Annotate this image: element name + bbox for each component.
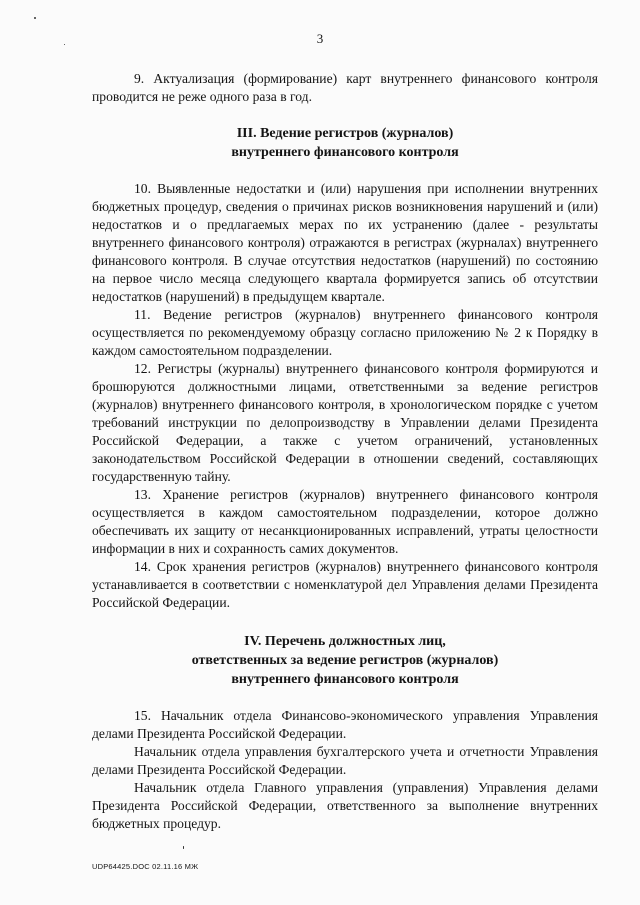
section-4-heading — [92, 632, 598, 689]
section-4-title-line-2: ответственных за ведение регистров (журналов) — [191, 653, 499, 668]
paragraph-15-accounting: Начальник отдела управления бухгалтерского учета и отчетности Управления делами Президента Российской Федерации. — [92, 744, 598, 777]
section-4-title-line-3: внутреннего финансового контроля — [231, 672, 459, 687]
paragraph-10: 10. Выявленные недостатки и (или) нарушения при исполнении внутренних бюджетных процедур, сведения о причинах рисков возникновения нарушений и (или) недостатков и о предлагаемых мерах по их устранению (далее - результаты внутреннего финансового контроля) отражаются в регистрах (журналах) внутреннего финансового контроля. В случае отсутствия недостатков (нарушений) по состоянию на первое число месяца следующего квартала формируется запись об отсутствии недостатков (нарушений) в предыдущем квартале. — [92, 181, 598, 304]
document-body — [92, 70, 598, 833]
paragraph-15-main-directorate: Начальник отдела Главного управления (управления) Управления делами Президента Российской Федерации, ответственного за выполнение внутренних бюджетных процедур. — [92, 780, 598, 831]
paragraph-9: 9. Актуализация (формирование) карт внутреннего финансового контроля проводится не реже одного раза в год. — [92, 71, 598, 104]
paragraph-11: 11. Ведение регистров (журналов) внутреннего финансового контроля осуществляется по рекомендуемому образцу согласно приложению № 2 к Порядку в каждом самостоятельном подразделении. — [92, 307, 598, 358]
section-4-title-line-1: IV. Перечень должностных лиц, — [244, 634, 446, 649]
document-footer-id: UDP64425.DOC 02.11.16 МЖ — [92, 862, 199, 871]
section-3-title-line-1: III. Ведение регистров (журналов) — [236, 126, 454, 141]
scan-speck — [34, 17, 36, 19]
paragraph-14: 14. Срок хранения регистров (журналов) внутреннего финансового контроля устанавливается в соответствии с номенклатурой дел Управления делами Президента Российской Федерации. — [92, 559, 598, 610]
scan-speck — [183, 846, 184, 849]
paragraph-15: 15. Начальник отдела Финансово-экономического управления Управления делами Президента Российской Федерации. — [92, 708, 598, 741]
section-3-heading — [92, 124, 598, 162]
section-3-title-line-2: внутреннего финансового контроля — [231, 145, 459, 160]
paragraph-13: 13. Хранение регистров (журналов) внутреннего финансового контроля осуществляется в каждом самостоятельном подразделении, которое должно обеспечивать их защиту от несанкционированных исправлений, утраты целостности информации в них и сохранность самих документов. — [92, 487, 598, 556]
page-number: 3 — [316, 31, 324, 46]
paragraph-12: 12. Регистры (журналы) внутреннего финансового контроля формируются и брошюруются должностными лицами, ответственными за ведение регистров (журналов) внутреннего финансового контроля, в хронологическом порядке с учетом требований инструкции по делопроизводству в Управлении делами Президента Российской Федерации, а также с учетом ограничений, установленных законодательством Российской Федерации в отношении сведений, составляющих государственную тайну. — [92, 361, 598, 484]
